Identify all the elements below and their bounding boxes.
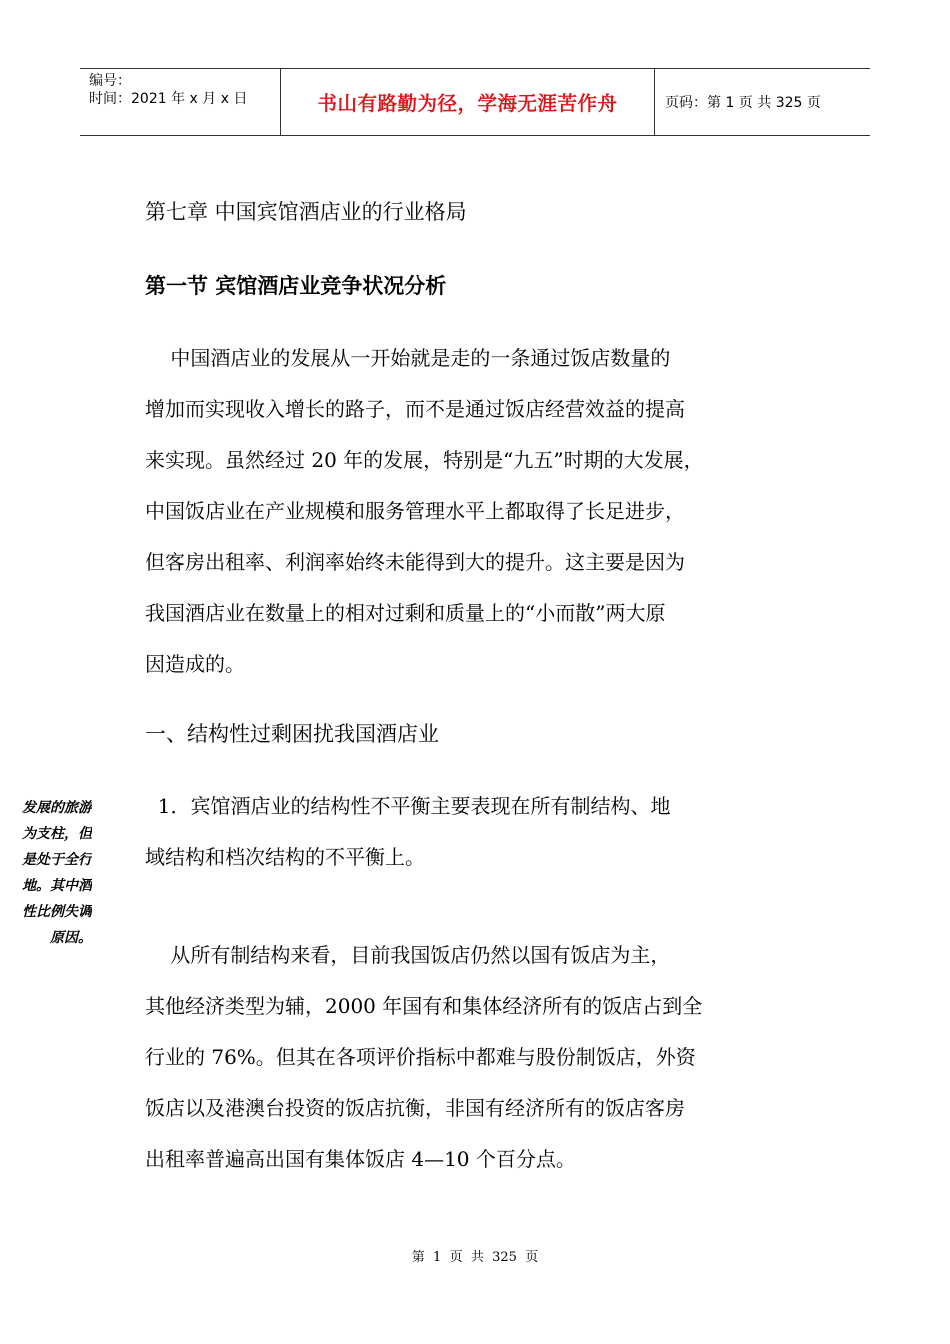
paragraph-1 — [145, 333, 810, 690]
paragraph-line: 其他经济类型为辅，2000 年国有和集体经济所有的饭店占到全 — [145, 994, 703, 1018]
motto-text: 书山有路勤为径，学海无涯苦作舟 — [317, 92, 618, 115]
paragraph-line: 中国饭店业在产业规模和服务管理水平上都取得了长足进步， — [145, 499, 685, 523]
margin-note-line: 原因。 — [50, 930, 92, 946]
paragraph-line: 来实现。虽然经过 20 年的发展，特别是“九五”时期的大发展， — [145, 448, 704, 472]
margin-note-line: 性比例失调 — [22, 904, 92, 920]
paragraph-2 — [145, 781, 810, 883]
header-page-cell — [655, 69, 870, 135]
paragraph-line: 饭店以及港澳台投资的饭店抗衡，非国有经济所有的饭店客房 — [145, 1096, 685, 1120]
page-label: 页码：第 1 页 共 325 页 — [665, 95, 821, 111]
paragraph-line: 增加而实现收入增长的路子，而不是通过饭店经营效益的提高 — [145, 397, 685, 421]
margin-note-line: 是处于全行 — [22, 852, 92, 868]
paragraph-3 — [145, 930, 810, 1185]
header-motto-cell — [281, 69, 655, 135]
margin-note-line: 地。其中酒 — [22, 878, 92, 894]
paragraph-line: 我国酒店业在数量上的相对过剩和质量上的“小而散”两大原 — [145, 601, 666, 625]
time-label: 时间：2021 年 x 月 x 日 — [89, 91, 248, 107]
paragraph-line: 但客房出租率、利润率始终未能得到大的提升。这主要是因为 — [145, 550, 685, 574]
paragraph-line: 因造成的。 — [145, 652, 245, 676]
number-label: 编号： — [89, 73, 131, 89]
header-table — [80, 68, 870, 136]
chapter-title: 第七章 中国宾馆酒店业的行业格局 — [145, 200, 467, 224]
margin-note-line: 发展的旅游 — [22, 800, 92, 816]
paragraph-line: 行业的 76%。但其在各项评价指标中都难与股份制饭店，外资 — [145, 1045, 696, 1069]
paragraph-line: 出租率普遍高出国有集体饭店 4—10 个百分点。 — [145, 1147, 576, 1171]
paragraph-line: 域结构和档次结构的不平衡上。 — [145, 845, 425, 869]
margin-note — [0, 795, 92, 951]
section-title: 第一节 宾馆酒店业竞争状况分析 — [145, 274, 447, 298]
paragraph-line: 从所有制结构来看，目前我国饭店仍然以国有饭店为主， — [145, 943, 671, 967]
subsection-heading: 一、结构性过剩困扰我国酒店业 — [145, 722, 439, 746]
paragraph-line: 1．宾馆酒店业的结构性不平衡主要表现在所有制结构、地 — [145, 794, 671, 818]
paragraph-line: 中国酒店业的发展从一开始就是走的一条通过饭店数量的 — [145, 346, 671, 370]
page-footer: 第 1 页 共 325 页 — [411, 1250, 539, 1265]
header-info-cell — [80, 69, 281, 135]
margin-note-line: 为支柱，但 — [22, 826, 92, 842]
